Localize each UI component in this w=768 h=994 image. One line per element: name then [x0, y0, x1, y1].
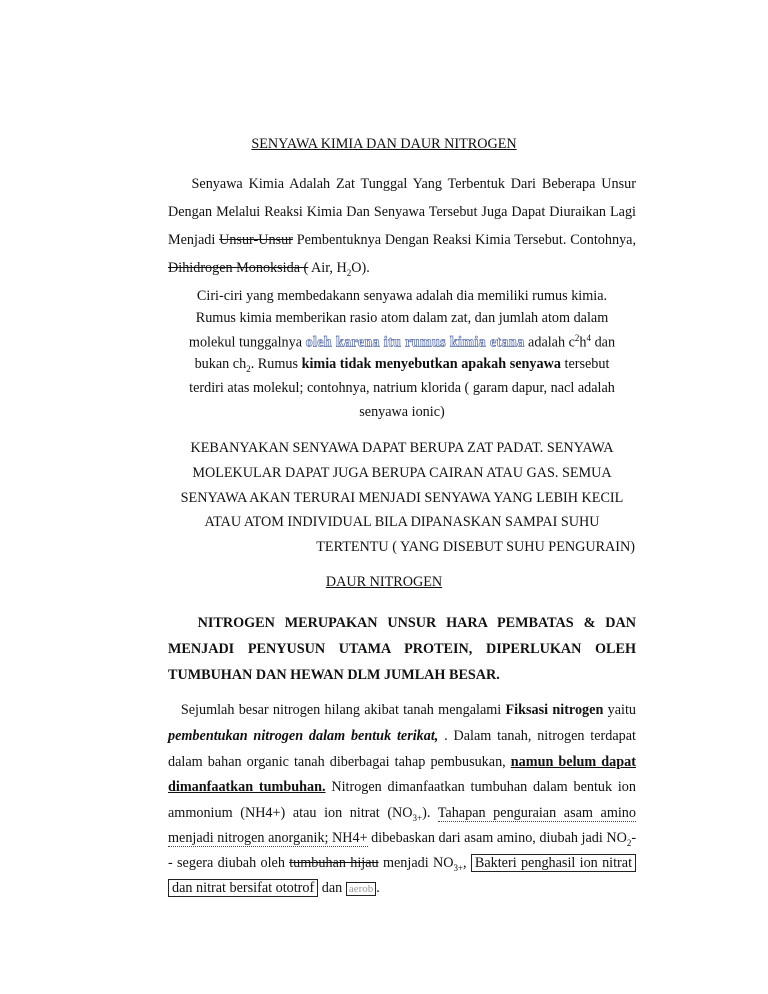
- para2-l4d: tersebut: [560, 356, 610, 372]
- para1-l4b: Air, H: [308, 260, 347, 276]
- para3-line1: KEBANYAKAN SENYAWA DAPAT BERUPA ZAT PADAT. SENYAWA: [190, 440, 614, 456]
- para5-l6c: -: [631, 830, 637, 846]
- bold-text: kimia tidak menyebutkan apakah senyawa: [301, 356, 561, 372]
- para2-l3c: adalah c: [524, 334, 575, 351]
- para3-line5: TERTENTU ( YANG DISEBUT SUHU PENGURAIN): [316, 539, 635, 555]
- outlined-text: oleh karena itu rumus kimia etana: [305, 334, 525, 351]
- para5-line3: [168, 748, 636, 776]
- para4-text1: NITROGEN MERUPAKAN UNSUR HARA PEMBATAS & DAN: [197, 615, 636, 631]
- para2-l3a: molekul tunggalnya: [188, 334, 306, 351]
- para4-line2: MENJADI PENYUSUN UTAMA PROTEIN, DIPERLUKAN OLEH: [168, 641, 636, 657]
- para1-line2: Dengan Melalui Reaksi Kimia Dan Senyawa Tersebut Juga Dapat Diuraikan Lagi: [168, 204, 636, 220]
- section-subtitle: DAUR NITROGEN: [325, 574, 443, 590]
- para4-line3: TUMBUHAN DAN HEWAN DLM JUMLAH BESAR.: [168, 667, 500, 683]
- superscript: 2: [574, 333, 580, 343]
- subscript: 3+: [412, 812, 423, 823]
- para5-l8b: dan: [318, 880, 346, 896]
- dotted-underline-text: Tahapan penguraian asam amino: [437, 805, 636, 821]
- para5-l7d: ,: [463, 855, 471, 871]
- bold-italic-text: pembentukan nitrogen dalam bentuk terikat,: [168, 728, 439, 744]
- para5-l6b: dibebaskan dari asam amino, diubah jadi NO: [367, 830, 627, 846]
- bold-underlined-text: namun belum dapat: [510, 754, 636, 770]
- para5-l5a: ammonium (NH4+) atau ion nitrat (NO: [168, 805, 413, 821]
- struck-text: tumbuhan hijau: [289, 855, 379, 871]
- subscript: 3+: [453, 862, 464, 873]
- para2-l3d: h: [579, 334, 587, 351]
- para1-l4c: O).: [351, 260, 370, 276]
- para2-l4b: . Rumus: [250, 356, 302, 372]
- para5-l1c: yaitu: [603, 702, 636, 718]
- para5-line2: [168, 722, 636, 750]
- subscript: 2: [346, 267, 352, 278]
- para1-text1: Senyawa Kimia Adalah Zat Tunggal Yang Terbentuk Dari Beberapa Unsur: [191, 176, 636, 192]
- para5-l5b: ).: [422, 805, 438, 821]
- boxed-small-text: aerob: [346, 882, 376, 896]
- subscript: 2: [246, 363, 251, 374]
- para5-l7c: menjadi NO: [378, 855, 454, 871]
- para5-l7a: - segera diubah oleh: [168, 855, 290, 871]
- para1-l3c: Pembentuknya Dengan Reaksi Kimia Tersebut. Contohnya,: [292, 232, 637, 248]
- boxed-text: dan nitrat bersifat ototrof: [168, 879, 318, 897]
- para2-l4a: bukan ch: [194, 356, 247, 372]
- para2-l3e: dan: [591, 334, 616, 351]
- para1-l3a: Menjadi: [168, 232, 220, 248]
- para1-line1: [168, 170, 636, 198]
- dotted-underline-text: menjadi nitrogen anorganik; NH4+: [168, 830, 368, 846]
- para4-line1: [168, 609, 636, 637]
- document-title: SENYAWA KIMIA DAN DAUR NITROGEN: [251, 136, 517, 152]
- para5-line4: [168, 773, 636, 801]
- para2-line1: Ciri-ciri yang membedakann senyawa adalah dia memiliki rumus kimia.: [196, 288, 608, 304]
- para5-l1a: Sejumlah besar nitrogen hilang akibat tanah mengalami: [180, 702, 506, 718]
- para5-l8d: .: [376, 880, 380, 896]
- para1-line4: [168, 254, 636, 287]
- para5-l3a: dalam bahan organic tanah diberbagai tahap pembusukan,: [168, 754, 511, 770]
- para3-line3: SENYAWA AKAN TERURAI MENJADI SENYAWA YANG LEBIH KECIL: [180, 490, 624, 506]
- bold-underlined-text: dimanfaatkan tumbuhan.: [168, 779, 326, 795]
- para3-line2: MOLEKULAR DAPAT JUGA BERUPA CAIRAN ATAU GAS. SEMUA: [192, 465, 612, 481]
- boxed-text: Bakteri penghasil ion nitrat: [471, 854, 636, 872]
- struck-text: Unsur-Unsur: [219, 232, 293, 248]
- para2-line2: Rumus kimia memberikan rasio atom dalam zat, dan jumlah atom dalam: [195, 310, 609, 326]
- para5-l2b: . Dalam tanah, nitrogen terdapat: [438, 728, 636, 744]
- subscript: 2: [626, 837, 632, 848]
- para2-line4: [168, 356, 636, 374]
- para5-l4b: Nitrogen dimanfaatkan tumbuhan dalam bentuk ion: [325, 779, 636, 795]
- para2-line5: terdiri atas molekul; contohnya, natrium klorida ( garam dapur, nacl adalah: [189, 380, 615, 396]
- para2-line6: senyawa ionic): [359, 404, 445, 420]
- struck-text: Dihidrogen Monoksida (: [168, 260, 309, 276]
- bold-text: Fiksasi nitrogen: [505, 702, 604, 718]
- superscript: 4: [586, 333, 592, 343]
- para3-line4: ATAU ATOM INDIVIDUAL BILA DIPANASKAN SAMPAI SUHU: [204, 514, 600, 530]
- para5-line8: [168, 874, 636, 903]
- para5-line1: [168, 696, 636, 724]
- para1-line3: [168, 226, 636, 254]
- para2-line3: [168, 333, 636, 352]
